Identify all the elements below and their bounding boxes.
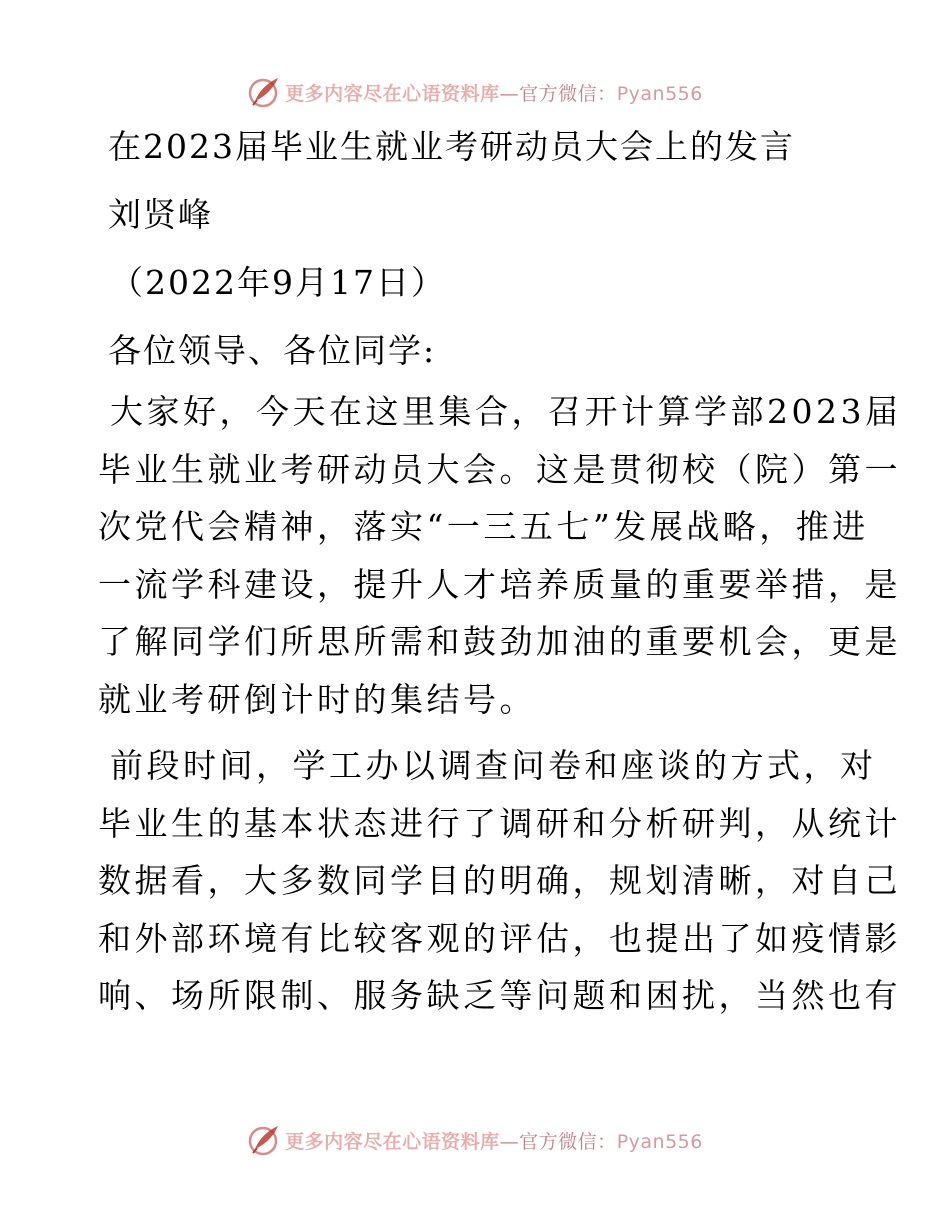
paragraph-line: 了解同学们所思所需和鼓劲加油的重要机会，更是: [98, 622, 901, 661]
paragraph-line: 数据看，大多数同学目的明确，规划清晰，对自己: [98, 861, 901, 900]
document-title: 在2023届毕业生就业考研动员大会上的发言: [108, 127, 795, 166]
document-body: [98, 124, 902, 1034]
document-author: 刘贤峰: [108, 195, 213, 234]
watermark-text: [285, 79, 703, 106]
document-salutation: 各位领导、各位同学:: [108, 331, 437, 370]
watermark-handle: Pyan556: [616, 1130, 703, 1153]
watermark-brand: 更多内容尽在心语资料库: [285, 82, 500, 105]
paragraph: [98, 737, 901, 1025]
paragraph-line: 毕业生的基本状态进行了调研和分析研判，从统计: [98, 803, 901, 843]
paragraph-line: 一流学科建设，提升人才培养质量的重要举措，是: [98, 564, 901, 604]
watermark-text: [285, 1127, 703, 1154]
feather-quill-logo-icon: [247, 75, 281, 109]
paragraph-line: 响、场所限制、服务缺乏等问题和困扰，当然也有: [98, 976, 901, 1015]
paragraph-line: 毕业生就业考研动员大会。这是贯彻校（院）第一: [98, 449, 901, 489]
header-watermark: [0, 72, 950, 112]
paragraph-line: 就业考研倒计时的集结号。: [98, 679, 536, 719]
feather-quill-logo-icon: [247, 1123, 281, 1157]
watermark-brand: 更多内容尽在心语资料库: [285, 1130, 500, 1153]
watermark-tag: —官方微信：: [499, 82, 617, 105]
paragraph: [98, 383, 902, 728]
watermark-tag: —官方微信：: [499, 1130, 617, 1153]
footer-watermark: [0, 1120, 950, 1160]
document-date: （2022年9月17日）: [110, 263, 446, 302]
paragraph-line: 次党代会精神，落实“一三五七”发展战略，推进: [98, 507, 869, 546]
watermark-handle: Pyan556: [616, 82, 703, 105]
paragraph-line: 和外部环境有比较客观的评估，也提出了如疫情影: [98, 918, 901, 958]
paragraph-line: 前段时间，学工办以调查问卷和座谈的方式，对: [110, 746, 877, 785]
paragraph-line: 大家好，今天在这里集合，召开计算学部2023届: [110, 392, 902, 431]
